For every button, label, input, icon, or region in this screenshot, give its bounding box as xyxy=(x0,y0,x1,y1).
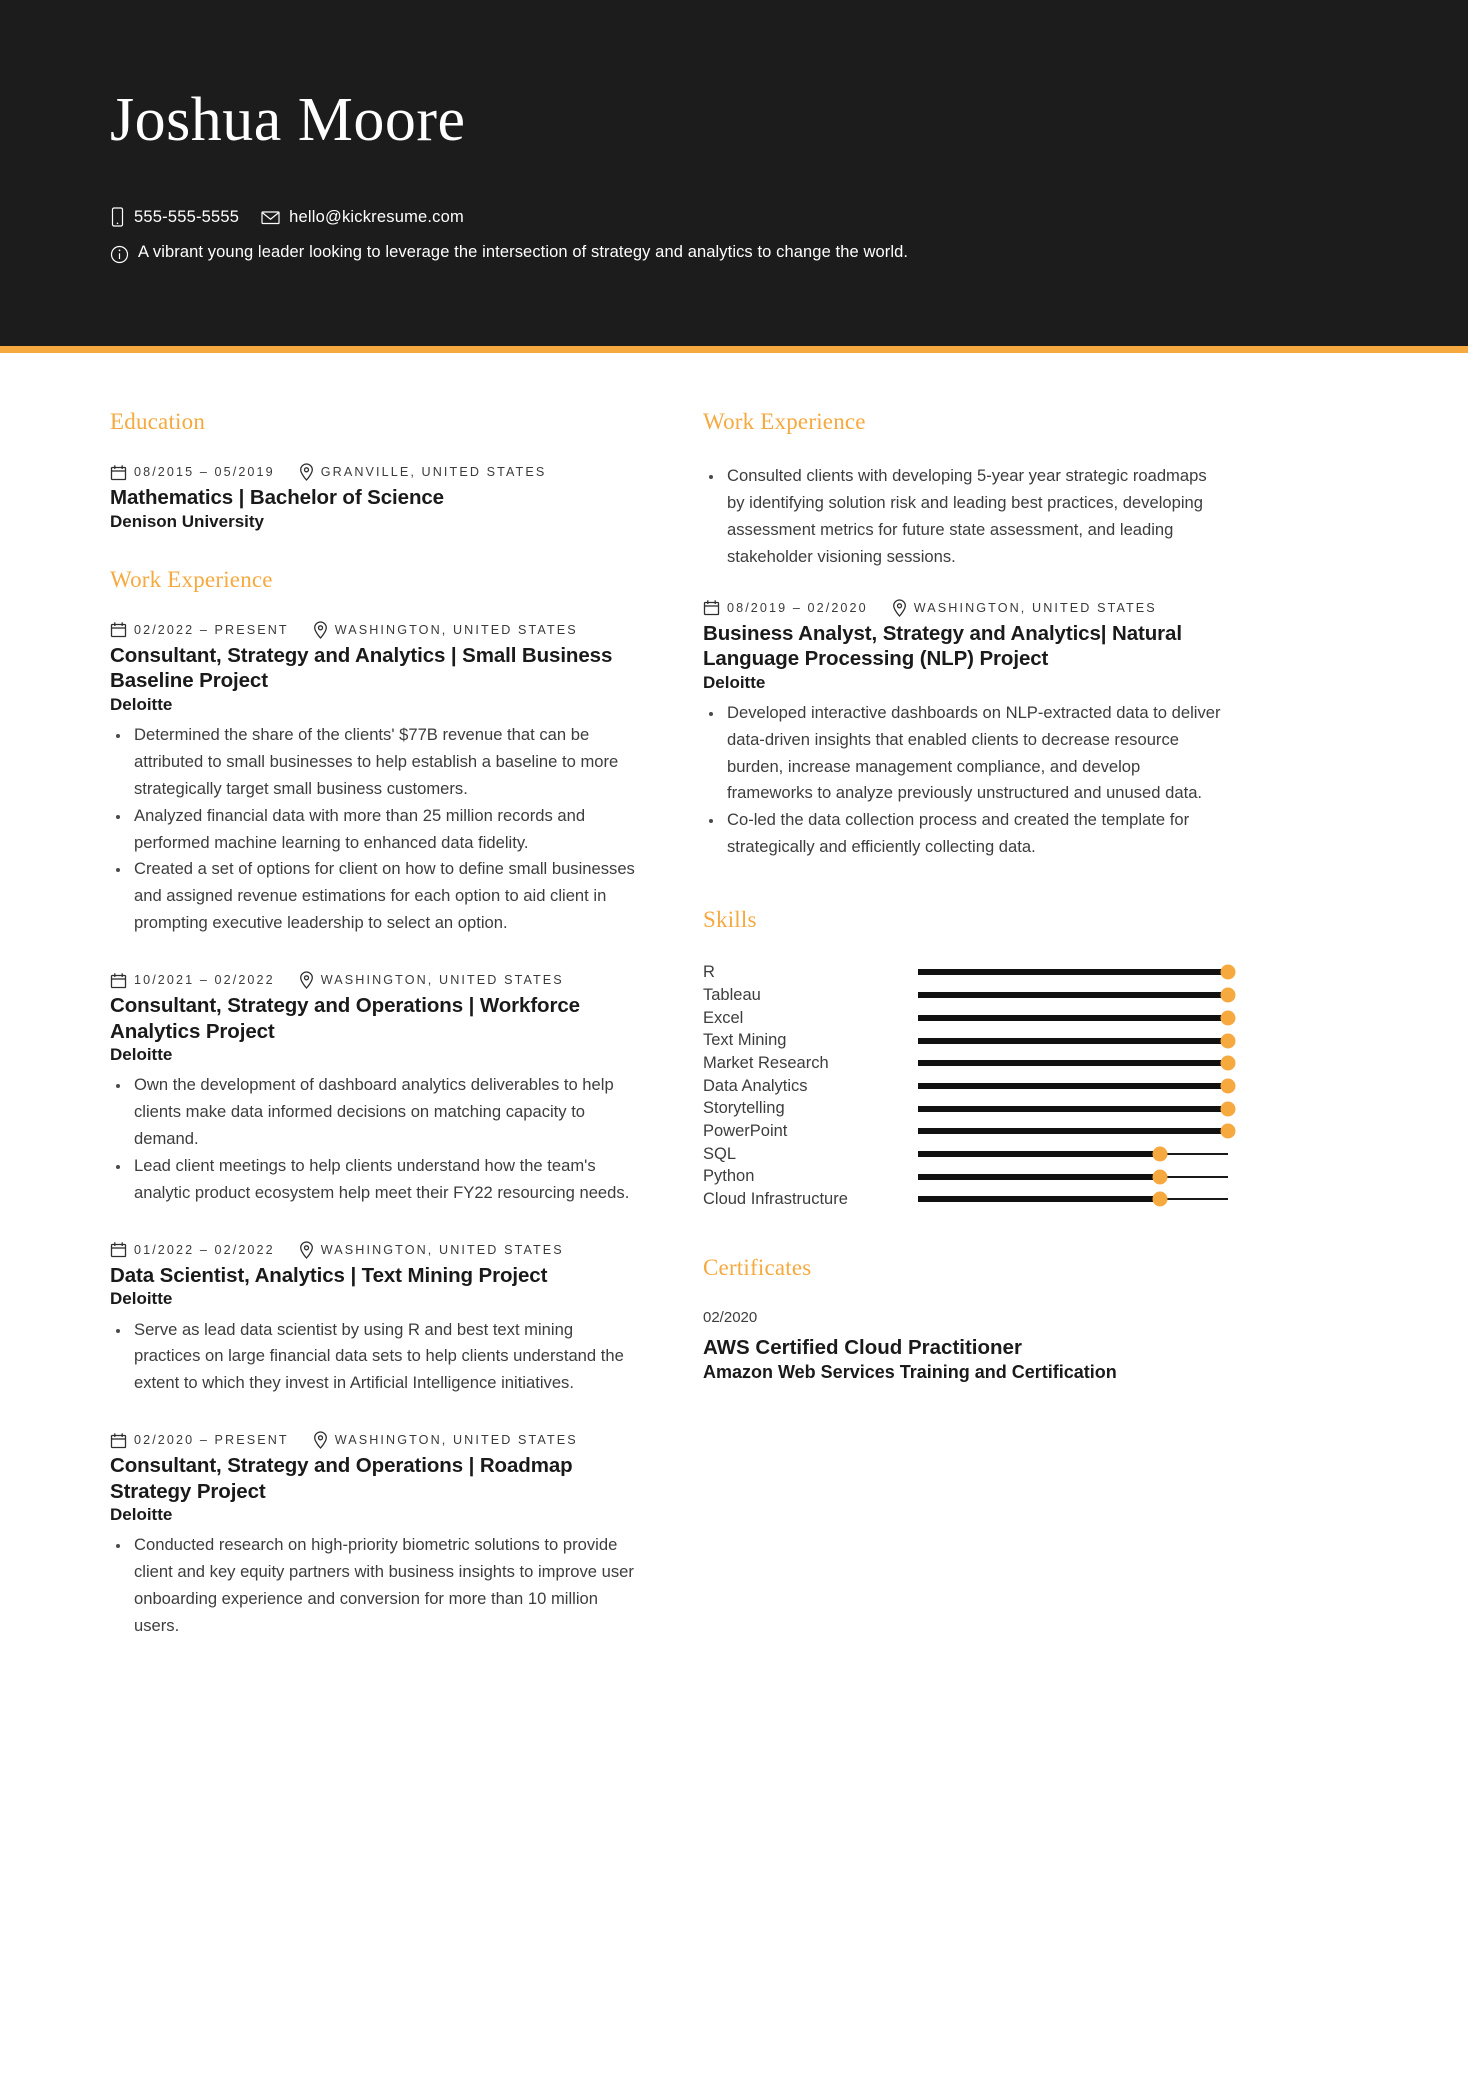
section-certificates xyxy=(703,1255,1228,1385)
entry-meta xyxy=(110,1431,635,1449)
skill-dot[interactable] xyxy=(1221,1056,1236,1071)
entry-meta xyxy=(703,599,1228,617)
skill-label: SQL xyxy=(703,1144,737,1163)
skill-label: Data Analytics xyxy=(703,1076,808,1095)
entry-org: Deloitte xyxy=(110,1289,173,1309)
summary-text: A vibrant young leader looking to leverage the intersection of strategy and analytics to change the world. xyxy=(138,243,909,262)
entry-org: Denison University xyxy=(110,511,264,531)
skill-dot[interactable] xyxy=(1221,1124,1236,1139)
skill-fill xyxy=(918,1174,1160,1180)
skills-list xyxy=(703,961,1228,1211)
bullet-item: Consulted clients with developing 5-year year strategic roadmaps by identifying solution risk and leading best practices, developing assessment metrics for future state assessment, and leading stakeholder visioning sessions. xyxy=(703,463,1228,571)
skill-row xyxy=(703,1006,1228,1029)
bullet-item: Analyzed financial data with more than 25 million records and performed machine learning to enhanced data fidelity. xyxy=(110,803,635,857)
work-entry xyxy=(110,1431,635,1640)
calendar-icon xyxy=(110,621,127,638)
bullet-item: Lead client meetings to help clients understand how the team's analytic product ecosystem help meet their FY22 resourcing needs. xyxy=(110,1153,635,1207)
calendar-icon xyxy=(703,599,720,616)
entry-location: WASHINGTON, UNITED STATES xyxy=(334,622,578,637)
certificate-org: Amazon Web Services Training and Certification xyxy=(703,1362,1117,1383)
skill-label: Text Mining xyxy=(703,1031,787,1050)
entry-org: Deloitte xyxy=(110,1045,173,1065)
location-pin-icon xyxy=(299,1241,314,1259)
entry-org: Deloitte xyxy=(703,672,766,692)
skill-bar[interactable] xyxy=(918,1007,1228,1029)
work-entry-list-right xyxy=(703,599,1228,862)
skill-dot[interactable] xyxy=(1221,1010,1236,1025)
page-title: Joshua Moore xyxy=(110,86,466,154)
lead-bullet-list xyxy=(703,463,1228,571)
entry-meta xyxy=(110,1241,635,1259)
work-entry-list-left xyxy=(110,621,635,1640)
info-icon xyxy=(110,245,129,264)
skill-label: PowerPoint xyxy=(703,1122,788,1140)
skill-bar[interactable] xyxy=(918,1120,1228,1142)
skill-fill xyxy=(918,1015,1228,1021)
bullet-item: Developed interactive dashboards on NLP-extracted data to deliver data-driven insights that enabled clients to decrease resource burden, increase management compliance, and develop frameworks to analyze previously unstructured and unused data. xyxy=(703,700,1228,808)
location-pin-icon xyxy=(299,463,314,481)
skill-fill xyxy=(918,1196,1160,1202)
bullet-item: Determined the share of the clients' $77B revenue that can be attributed to small businesses to help establish a baseline to more strategically target small business customers. xyxy=(110,722,635,803)
entry-meta xyxy=(110,971,635,989)
skill-bar[interactable] xyxy=(918,1098,1228,1120)
education-entry xyxy=(110,463,635,533)
skill-row xyxy=(703,1075,1228,1098)
resume-body xyxy=(0,353,1468,1714)
section-title-education: Education xyxy=(110,409,206,434)
bullet-list xyxy=(110,1532,635,1640)
skill-dot[interactable] xyxy=(1152,1146,1167,1161)
entry-title: Consultant, Strategy and Operations | Workforce Analytics Project xyxy=(110,994,580,1043)
skill-bar[interactable] xyxy=(918,1143,1228,1165)
bullet-list xyxy=(110,1072,635,1206)
phone-icon xyxy=(110,207,125,227)
skill-dot[interactable] xyxy=(1221,1101,1236,1116)
skill-bar[interactable] xyxy=(918,1052,1228,1074)
bullet-list xyxy=(110,1317,635,1398)
entry-dates: 02/2020 – PRESENT xyxy=(134,1433,289,1448)
location-pin-icon xyxy=(313,621,328,639)
right-column xyxy=(703,409,1228,1419)
contact-email[interactable] xyxy=(261,208,464,227)
skill-bar[interactable] xyxy=(918,1188,1228,1210)
skill-bar[interactable] xyxy=(918,984,1228,1006)
location-pin-icon xyxy=(892,599,907,617)
skill-row xyxy=(703,1165,1228,1188)
skill-row xyxy=(703,1097,1228,1120)
skill-label: Market Research xyxy=(703,1053,829,1072)
entry-dates: 02/2022 – PRESENT xyxy=(134,622,289,637)
bullet-list xyxy=(110,722,635,937)
skill-label: Cloud Infrastructure xyxy=(703,1190,848,1209)
skill-row xyxy=(703,984,1228,1007)
skill-row xyxy=(703,1143,1228,1166)
work-entry xyxy=(703,599,1228,862)
skill-row xyxy=(703,1188,1228,1211)
bullet-item: Serve as lead data scientist by using R and best text mining practices on large financial data sets to help clients understand the extent to which they invest in Artificial Intelligence initiatives. xyxy=(110,1317,635,1398)
certificate-entry xyxy=(703,1309,1228,1385)
skill-fill xyxy=(918,992,1228,998)
skill-fill xyxy=(918,1083,1228,1089)
skill-label: Tableau xyxy=(703,985,761,1004)
skill-bar[interactable] xyxy=(918,1075,1228,1097)
skill-bar[interactable] xyxy=(918,1030,1228,1052)
location-pin-icon xyxy=(313,1431,328,1449)
skill-label: Python xyxy=(703,1167,755,1186)
left-column xyxy=(110,409,635,1674)
skill-bar[interactable] xyxy=(918,1166,1228,1188)
skill-bar[interactable] xyxy=(918,961,1228,983)
resume-header xyxy=(0,0,1468,353)
skill-label: R xyxy=(703,963,715,982)
calendar-icon xyxy=(110,464,127,481)
contact-phone-text: 555-555-5555 xyxy=(134,207,240,226)
skill-dot[interactable] xyxy=(1221,1033,1236,1048)
work-entry xyxy=(110,621,635,937)
summary-row xyxy=(110,243,1358,264)
section-education xyxy=(110,409,635,533)
bullet-item: Own the development of dashboard analytics deliverables to help clients make data informed decisions on matching capacity to demand. xyxy=(110,1072,635,1153)
entry-dates: 08/2015 – 05/2019 xyxy=(134,465,275,479)
skill-dot[interactable] xyxy=(1152,1169,1167,1184)
entry-meta xyxy=(110,463,635,481)
entry-location: WASHINGTON, UNITED STATES xyxy=(913,600,1157,615)
skill-label: Storytelling xyxy=(703,1099,785,1118)
contact-phone[interactable] xyxy=(110,207,239,227)
skill-dot[interactable] xyxy=(1221,965,1236,980)
skill-row xyxy=(703,961,1228,984)
skill-fill xyxy=(918,1128,1228,1134)
skill-label: Excel xyxy=(703,1008,744,1027)
entry-title: Data Scientist, Analytics | Text Mining Project xyxy=(110,1263,548,1287)
entry-title: Consultant, Strategy and Operations | Roadmap Strategy Project xyxy=(110,1454,573,1503)
contact-email-text: hello@kickresume.com xyxy=(289,207,464,226)
bullet-list xyxy=(703,700,1228,861)
skill-row xyxy=(703,1052,1228,1075)
skill-dot[interactable] xyxy=(1221,1078,1236,1093)
skill-fill xyxy=(918,1060,1228,1066)
entry-org: Deloitte xyxy=(110,1505,173,1525)
skill-row xyxy=(703,1120,1228,1143)
entry-title: Business Analyst, Strategy and Analytics| Natural Language Processing (NLP) Project xyxy=(703,621,1182,671)
entry-meta xyxy=(110,621,635,639)
calendar-icon xyxy=(110,1241,127,1258)
section-title-certificates: Certificates xyxy=(703,1254,812,1280)
calendar-icon xyxy=(110,972,127,989)
entry-location: WASHINGTON, UNITED STATES xyxy=(334,1433,578,1448)
work-entry xyxy=(110,971,635,1207)
work-entry xyxy=(110,1241,635,1397)
skill-fill xyxy=(918,1038,1228,1044)
entry-location: GRANVILLE, UNITED STATES xyxy=(320,465,547,479)
section-title-work-right: Work Experience xyxy=(703,409,866,434)
envelope-icon xyxy=(261,210,280,225)
contact-row xyxy=(110,207,1358,227)
skill-fill xyxy=(918,1106,1228,1112)
skill-dot[interactable] xyxy=(1152,1192,1167,1207)
skill-fill xyxy=(918,969,1228,975)
skill-dot[interactable] xyxy=(1221,988,1236,1003)
entry-location: WASHINGTON, UNITED STATES xyxy=(320,973,564,988)
calendar-icon xyxy=(110,1432,127,1449)
section-title-skills: Skills xyxy=(703,907,757,933)
section-skills xyxy=(703,907,1228,1211)
location-pin-icon xyxy=(299,971,314,989)
entry-dates: 01/2022 – 02/2022 xyxy=(134,1242,275,1257)
certificate-date: 02/2020 xyxy=(703,1308,758,1326)
skill-fill xyxy=(918,1151,1160,1157)
entry-title: Consultant, Strategy and Analytics | Small Business Baseline Project xyxy=(110,643,613,693)
entry-dates: 08/2019 – 02/2020 xyxy=(727,600,868,615)
skill-row xyxy=(703,1029,1228,1052)
section-work-left xyxy=(110,567,635,1640)
section-title-work-left: Work Experience xyxy=(110,566,273,592)
bullet-item: Co-led the data collection process and created the template for strategically and efficiently collecting data. xyxy=(703,807,1228,861)
bullet-item: Conducted research on high-priority biometric solutions to provide client and key equity partners with business insights to improve user onboarding experience and conversion for more than 10 million users. xyxy=(110,1532,635,1640)
section-work-right xyxy=(703,409,1228,861)
bullet-item: Created a set of options for client on how to define small businesses and assigned revenue estimations for each option to aid client in prompting executive leadership to select an option. xyxy=(110,856,635,937)
entry-org: Deloitte xyxy=(110,694,173,714)
entry-location: WASHINGTON, UNITED STATES xyxy=(320,1242,564,1257)
entry-title: Mathematics | Bachelor of Science xyxy=(110,486,444,509)
entry-dates: 10/2021 – 02/2022 xyxy=(134,973,275,988)
certificate-title: AWS Certified Cloud Practitioner xyxy=(703,1335,1022,1359)
